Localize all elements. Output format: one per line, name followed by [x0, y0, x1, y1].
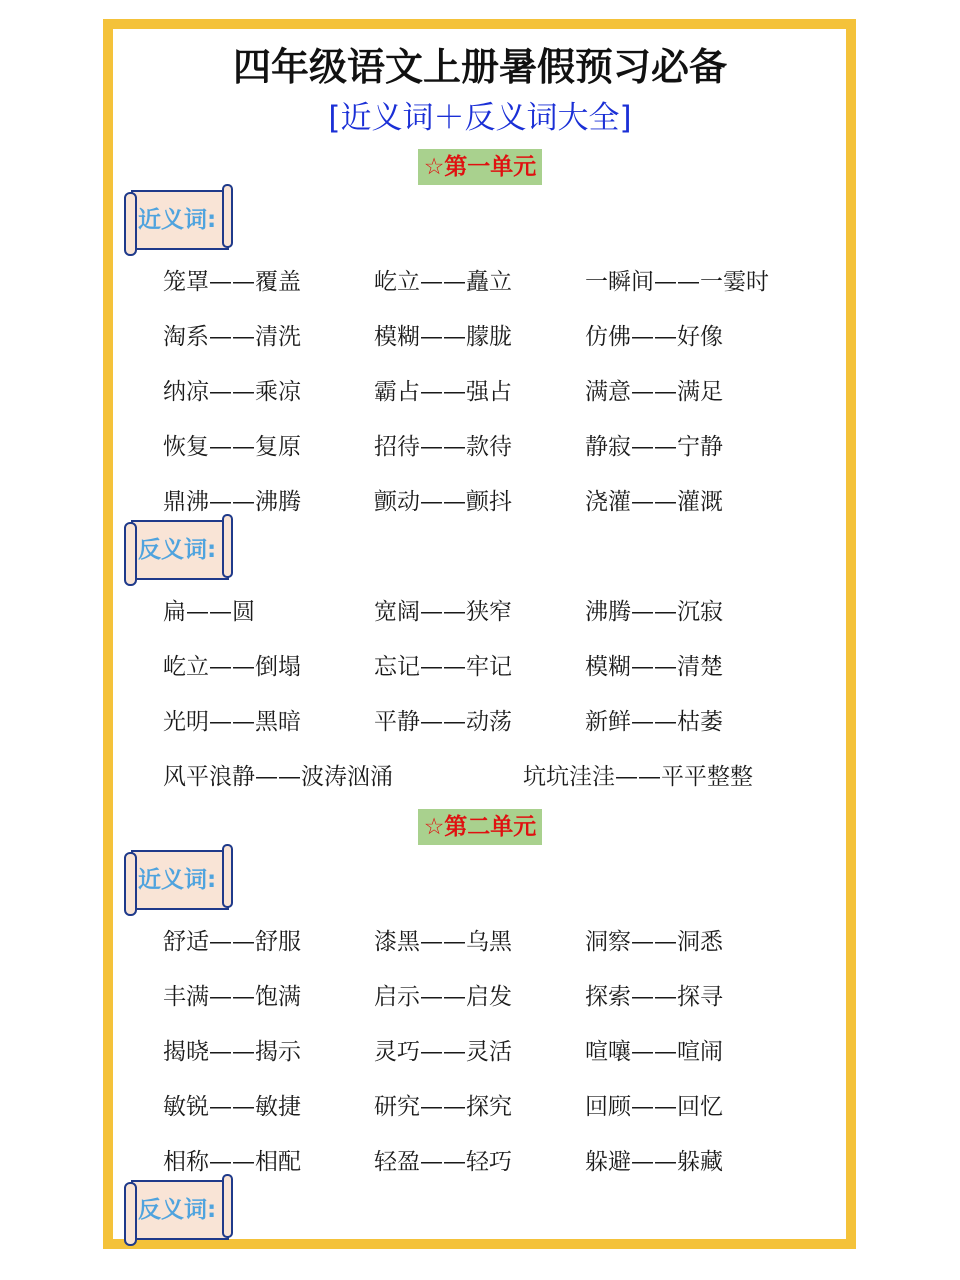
- word-pair: 宽阔——狭窄: [374, 599, 512, 625]
- word-pair: 笼罩——覆盖: [163, 269, 301, 295]
- word-pair: 平静——动荡: [374, 709, 512, 735]
- word-pair: 研究——探究: [374, 1094, 512, 1120]
- word-pair: 霸占——强占: [374, 379, 512, 405]
- page-subtitle: [近义词＋反义词大全]: [328, 100, 632, 136]
- word-pair: 风平浪静——波涛汹涌: [163, 764, 393, 790]
- word-pair: 揭晓——揭示: [163, 1039, 301, 1065]
- word-pair: 回顾——回忆: [585, 1094, 723, 1120]
- word-pair: 躲避——躲藏: [585, 1149, 723, 1175]
- word-pair: 相称——相配: [163, 1149, 301, 1175]
- word-pair: 模糊——朦胧: [374, 324, 512, 350]
- word-pair: 探索——探寻: [585, 984, 723, 1010]
- synonym-label: 近义词:: [138, 867, 217, 893]
- word-pair: 浇灌——灌溉: [585, 489, 723, 515]
- word-pair: 屹立——矗立: [374, 269, 512, 295]
- word-pair: 坑坑洼洼——平平整整: [523, 764, 753, 790]
- unit-1-antonym-scroll: [122, 513, 234, 585]
- word-pair: 光明——黑暗: [163, 709, 301, 735]
- word-pair: 灵巧——灵活: [374, 1039, 512, 1065]
- word-pair: 恢复——复原: [163, 434, 301, 460]
- unit-2-heading: ☆第二单元: [418, 809, 542, 845]
- word-pair: 静寂——宁静: [585, 434, 723, 460]
- word-pair: 满意——满足: [585, 379, 723, 405]
- word-pair: 新鲜——枯萎: [585, 709, 723, 735]
- word-pair: 扁——圆: [163, 599, 255, 625]
- antonym-label: 反义词:: [138, 537, 217, 563]
- unit-2-synonym-scroll: [122, 843, 234, 915]
- word-pair: 忘记——牢记: [374, 654, 512, 680]
- word-pair: 招待——款待: [374, 434, 512, 460]
- word-pair: 轻盈——轻巧: [374, 1149, 512, 1175]
- word-pair: 舒适——舒服: [163, 929, 301, 955]
- word-pair: 漆黑——乌黑: [374, 929, 512, 955]
- word-pair: 颤动——颤抖: [374, 489, 512, 515]
- word-pair: 一瞬间——一霎时: [585, 269, 769, 295]
- word-pair: 仿佛——好像: [585, 324, 723, 350]
- page-title: 四年级语文上册暑假预习必备: [232, 44, 727, 89]
- word-pair: 丰满——饱满: [163, 984, 301, 1010]
- synonym-label: 近义词:: [138, 207, 217, 233]
- word-pair: 敏锐——敏捷: [163, 1094, 301, 1120]
- word-pair: 启示——启发: [374, 984, 512, 1010]
- word-pair: 纳凉——乘凉: [163, 379, 301, 405]
- word-pair: 喧嚷——喧闹: [585, 1039, 723, 1065]
- unit-1-heading: ☆第一单元: [418, 149, 542, 185]
- word-pair: 鼎沸——沸腾: [163, 489, 301, 515]
- antonym-label: 反义词:: [138, 1197, 217, 1223]
- word-pair: 洞察——洞悉: [585, 929, 723, 955]
- word-pair: 沸腾——沉寂: [585, 599, 723, 625]
- word-pair: 屹立——倒塌: [163, 654, 301, 680]
- unit-1-synonym-scroll: [122, 183, 234, 255]
- word-pair: 模糊——清楚: [585, 654, 723, 680]
- word-pair: 淘系——清洗: [163, 324, 301, 350]
- unit-2-antonym-scroll: [122, 1173, 234, 1245]
